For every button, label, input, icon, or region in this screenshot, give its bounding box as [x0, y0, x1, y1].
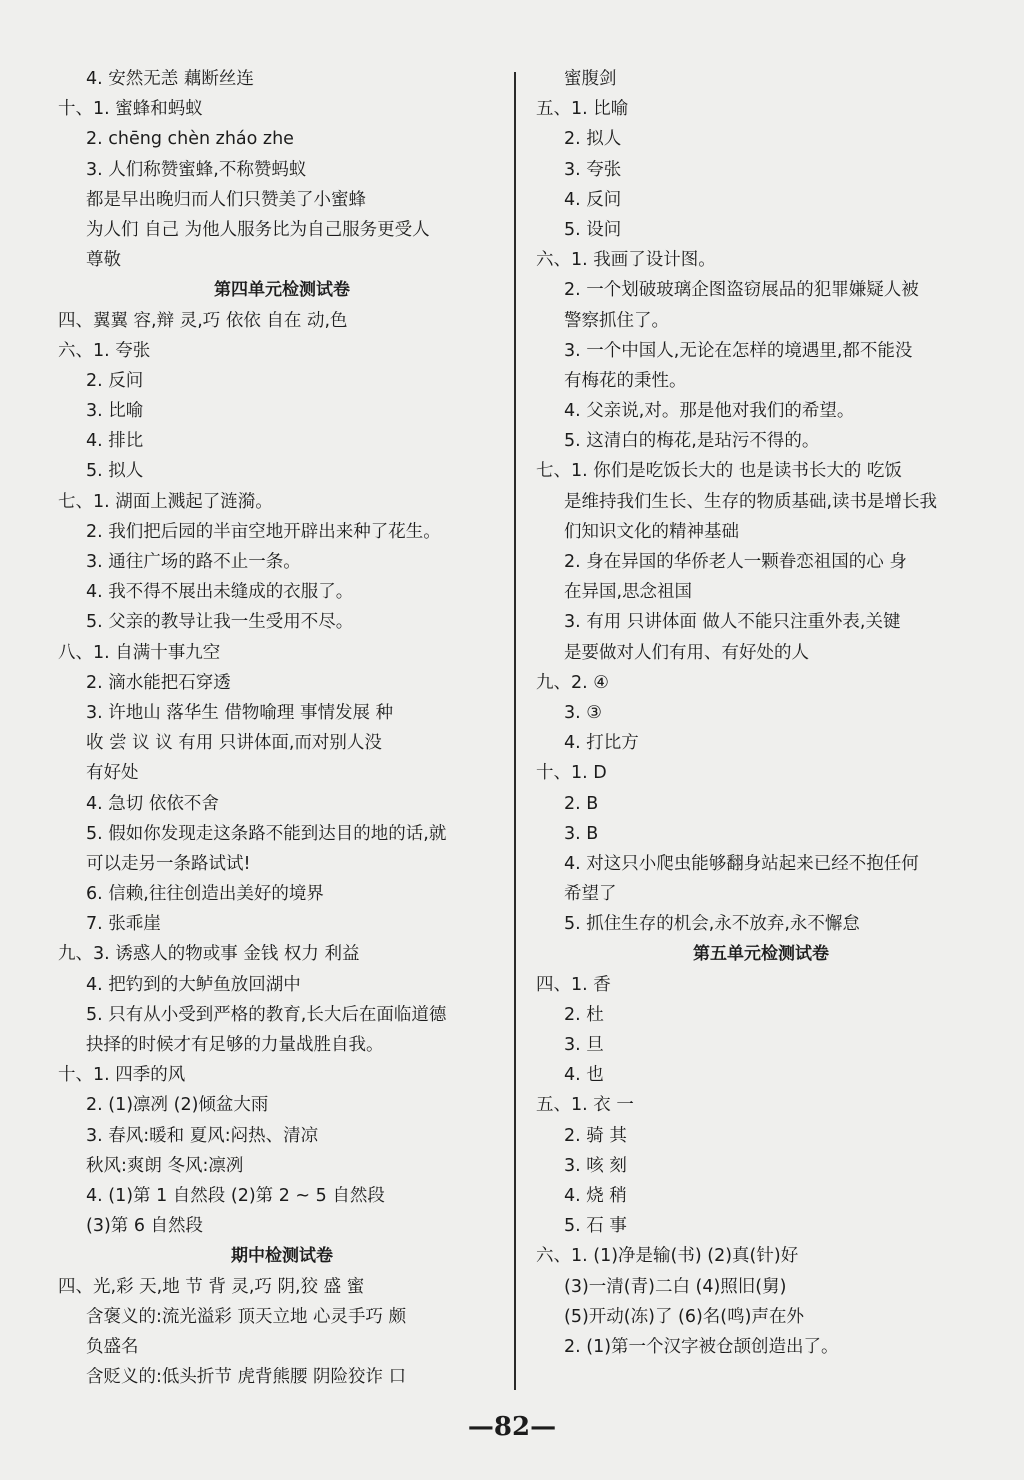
answer-line: 含贬义的:低头折节 虎背熊腰 阴险狡诈 口 [86, 1367, 407, 1388]
answer-line: 5. 设问 [564, 219, 622, 240]
answer-line: 七、1. 你们是吃饭长大的 也是读书长大的 吃饭 [536, 461, 902, 482]
answer-line: 4. (1)第 1 自然段 (2)第 2 ~ 5 自然段 [86, 1185, 385, 1206]
answer-line: 4. 反问 [564, 189, 622, 210]
answer-line: 3. 人们称赞蜜蜂,不称赞蚂蚁 [86, 159, 307, 180]
answer-line: 3. 春风:暖和 夏风:闷热、清凉 [86, 1125, 319, 1146]
answer-line: 2. 身在异国的华侨老人一颗眷恋祖国的心 身 [564, 552, 907, 572]
answer-line: 2. chēng chèn zháo zhe [86, 129, 294, 150]
answer-line: 十、1. 蜜蜂和蚂蚁 [58, 99, 203, 120]
answer-line: 六、1. (1)净是输(书) (2)真(针)好 [536, 1246, 799, 1267]
answer-line: 4. 也 [564, 1065, 604, 1086]
answer-line: 五、1. 衣 一 [536, 1095, 634, 1116]
answer-line: 六、1. 我画了设计图。 [536, 250, 716, 271]
answer-line: 2. 骑 其 [564, 1125, 627, 1146]
answer-line: 希望了 [564, 884, 617, 905]
answer-line: 警察抓住了。 [564, 310, 669, 331]
page-number: —82— [467, 1412, 557, 1442]
answer-line: 3. 一个中国人,无论在怎样的境遇里,都不能没 [564, 340, 913, 361]
answer-line: 含褒义的:流光溢彩 顶天立地 心灵手巧 颇 [86, 1306, 407, 1327]
answer-line: 是维持我们生长、生存的物质基础,读书是增长我 [564, 491, 938, 512]
answer-line: 5. 这清白的梅花,是玷污不得的。 [564, 431, 820, 452]
section-heading: 第四单元检测试卷 [214, 280, 350, 301]
answer-line: 2. (1)第一个汉字被仓颉创造出了。 [564, 1336, 839, 1357]
answer-line: 3. 许地山 落华生 借物喻理 事情发展 种 [86, 702, 394, 723]
answer-line: 4. 把钓到的大鲈鱼放回湖中 [86, 974, 301, 995]
answer-line: 九、2. ④ [536, 672, 609, 693]
answer-line: 十、1. 四季的风 [58, 1065, 186, 1086]
column-divider [514, 72, 516, 1390]
answer-line: 5. 父亲的教导让我一生受用不尽。 [86, 612, 354, 633]
answer-line: 在异国,思念祖国 [564, 582, 693, 603]
answer-line: 有梅花的秉性。 [564, 370, 687, 391]
answer-line: 可以走另一条路试试! [86, 853, 251, 874]
answer-line: 们知识文化的精神基础 [564, 521, 739, 542]
right-column [536, 64, 986, 1362]
answer-line: 负盛名 [86, 1336, 139, 1357]
answer-line: 2. 我们把后园的半亩空地开辟出来种了花生。 [86, 521, 441, 542]
answer-line: 五、1. 比喻 [536, 99, 629, 120]
answer-line: 6. 信赖,往往创造出美好的境界 [86, 884, 324, 905]
answer-line: 尊敬 [86, 250, 121, 271]
answer-line: 秋风:爽朗 冬风:凛冽 [86, 1155, 244, 1176]
answer-line: (5)开动(冻)了 (6)名(鸣)声在外 [564, 1306, 804, 1327]
answer-line: 5. 只有从小受到严格的教育,长大后在面临道德 [86, 1004, 447, 1025]
answer-line: 是要做对人们有用、有好处的人 [564, 642, 809, 663]
answer-line: 3. 有用 只讲体面 做人不能只注重外表,关键 [564, 612, 901, 633]
answer-line: 4. 我不得不展出未缝成的衣服了。 [86, 582, 354, 603]
answer-line: 八、1. 自满十事九空 [58, 642, 221, 663]
answer-line: 4. 打比方 [564, 733, 639, 754]
answer-line: 四、光,彩 天,地 节 背 灵,巧 阴,狡 盛 蜜 [58, 1276, 365, 1297]
answer-line: 六、1. 夸张 [58, 340, 151, 361]
answer-line: 都是早出晚归而人们只赞美了小蜜蜂 [86, 189, 366, 210]
answer-line: 4. 父亲说,对。那是他对我们的希望。 [564, 401, 855, 422]
left-column [58, 64, 506, 1392]
answer-line: 3. 咳 刻 [564, 1155, 627, 1176]
section-heading: 第五单元检测试卷 [693, 944, 829, 965]
answer-line: (3)第 6 自然段 [86, 1216, 204, 1237]
answer-line: 收 尝 议 议 有用 只讲体面,而对别人没 [86, 733, 382, 754]
answer-line: 3. ③ [564, 702, 602, 723]
answer-line: 2. 反问 [86, 370, 144, 391]
answer-line: 四、翼翼 容,辩 灵,巧 依依 自在 动,色 [58, 310, 348, 331]
answer-line: 3. 通往广场的路不止一条。 [86, 552, 301, 572]
section-heading: 期中检测试卷 [231, 1246, 333, 1267]
answer-line: 九、3. 诱惑人的物或事 金钱 权力 利益 [58, 944, 360, 965]
answer-line: 4. 安然无恙 藕断丝连 [86, 69, 254, 89]
answer-line: 5. 石 事 [564, 1216, 627, 1237]
answer-line: 抉择的时候才有足够的力量战胜自我。 [86, 1035, 384, 1055]
answer-line: 3. 夸张 [564, 159, 622, 180]
answer-line: 十、1. D [536, 763, 607, 784]
answer-line: 3. B [564, 823, 599, 844]
answer-line: 5. 抓住生存的机会,永不放弃,永不懈怠 [564, 914, 860, 935]
answer-line: 4. 排比 [86, 431, 144, 452]
answer-line: (3)一清(青)二白 (4)照旧(舅) [564, 1276, 787, 1297]
answer-line: 3. 比喻 [86, 401, 144, 422]
answer-line: 4. 对这只小爬虫能够翻身站起来已经不抱任何 [564, 853, 919, 874]
answer-line: 2. 滴水能把石穿透 [86, 672, 231, 693]
answer-line: 2. B [564, 793, 599, 814]
answer-line: 2. 杜 [564, 1004, 604, 1025]
answer-line: 2. 拟人 [564, 129, 622, 150]
answer-line: 7. 张乖崖 [86, 914, 161, 935]
answer-line: 2. 一个划破玻璃企图盗窃展品的犯罪嫌疑人被 [564, 280, 919, 301]
answer-line: 2. (1)凛冽 (2)倾盆大雨 [86, 1095, 269, 1116]
answer-line: 为人们 自己 为他人服务比为自己服务更受人 [86, 219, 430, 240]
answer-line: 蜜腹剑 [564, 69, 617, 89]
answer-line: 4. 烧 稍 [564, 1185, 627, 1206]
answer-line: 3. 旦 [564, 1035, 604, 1055]
answer-line: 4. 急切 依依不舍 [86, 793, 219, 814]
answer-line: 七、1. 湖面上溅起了涟漪。 [58, 491, 273, 512]
answer-line: 四、1. 香 [536, 974, 611, 995]
answer-line: 5. 假如你发现走这条路不能到达目的地的话,就 [86, 823, 447, 844]
answer-line: 有好处 [86, 763, 139, 784]
answer-line: 5. 拟人 [86, 461, 144, 482]
